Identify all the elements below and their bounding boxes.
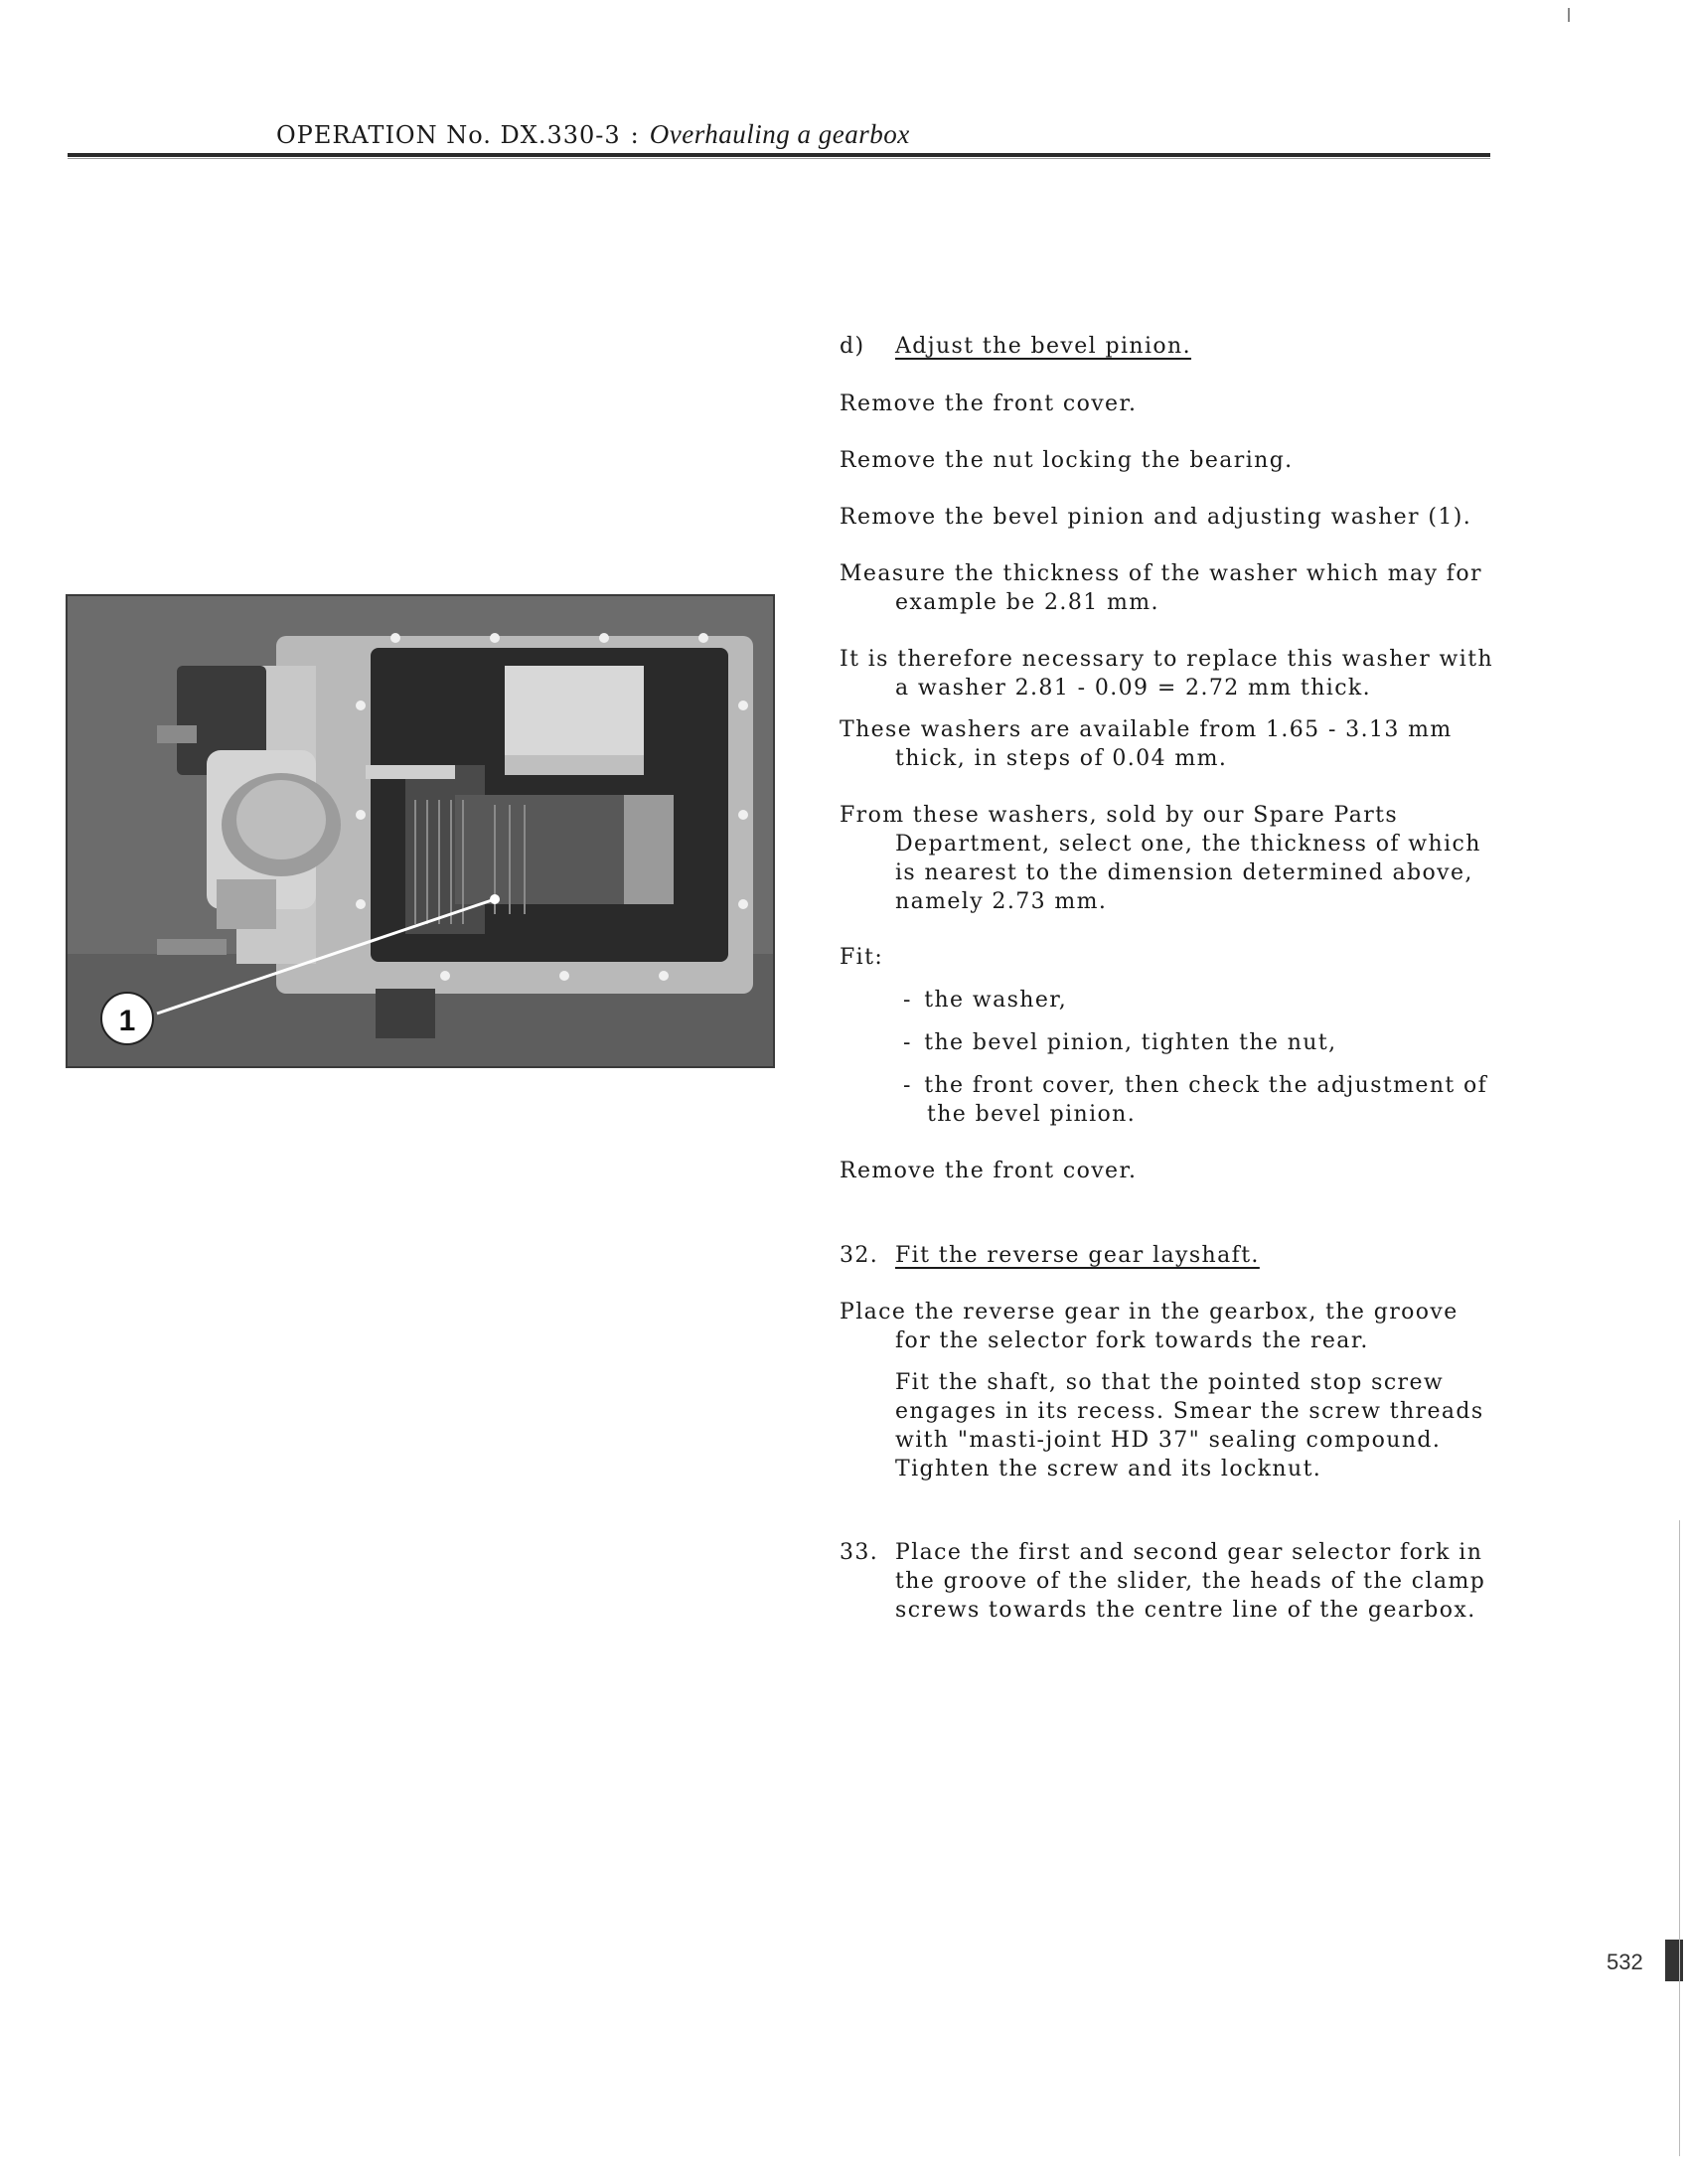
fit-item: - the front cover, then check the adjustment of the bevel pinion.	[903, 1073, 1488, 1127]
step-availability: These washers are available from 1.65 - 3.13 mm thick, in steps of 0.04 mm.	[840, 717, 1453, 771]
gearbox-photo	[66, 594, 775, 1068]
step-remove-cover-final: Remove the front cover.	[840, 1159, 1138, 1183]
header-rule	[68, 153, 1490, 157]
operation-title: Overhauling a gearbox	[649, 119, 910, 149]
step-number: 33.	[840, 1540, 879, 1565]
fit-item: - the bevel pinion, tighten the nut,	[903, 1030, 1337, 1055]
gearbox-illustration	[68, 596, 773, 1066]
page-edge-tab	[1665, 1940, 1683, 1981]
header-separator: :	[630, 121, 640, 149]
header-rule-thin	[68, 158, 1490, 159]
operation-number: OPERATION No. DX.330-3	[276, 121, 621, 149]
fit-item: - the washer,	[903, 988, 1068, 1013]
step-remove-cover: Remove the front cover.	[840, 391, 1138, 416]
section-d-heading	[840, 332, 1495, 361]
page-header	[276, 119, 910, 150]
step-text: Place the first and second gear selector fork in the groove of the slider, the heads of the clamp screws towards the centre line of the gearbox.	[895, 1540, 1486, 1623]
scan-edge-line	[1679, 1520, 1680, 2156]
fit-list	[840, 986, 1495, 1129]
step-32-para2: Fit the shaft, so that the pointed stop screw engages in its recess. Smear the screw threads with "masti-joint HD 37" sealing compound. Tighten the screw and its locknut.	[895, 1370, 1484, 1482]
step-remove-nut: Remove the nut locking the bearing.	[840, 448, 1294, 473]
step-title: Fit the reverse gear layshaft.	[895, 1243, 1260, 1268]
scan-mark	[1568, 8, 1570, 22]
step-32-heading	[840, 1241, 1495, 1270]
fit-label: Fit:	[840, 945, 884, 970]
step-select: From these washers, sold by our Spare Parts Department, select one, the thickness of which is nearest to the dimension determined above, namely 2.73 mm.	[840, 803, 1481, 914]
step-32-para1: Place the reverse gear in the gearbox, the groove for the selector fork towards the rear.	[840, 1300, 1459, 1353]
page-number: 532	[1607, 1950, 1643, 1974]
step-measure: Measure the thickness of the washer which may for example be 2.81 mm.	[840, 561, 1482, 615]
callout-number: 1	[118, 1005, 136, 1037]
step-number: 32.	[840, 1243, 879, 1268]
step-remove-pinion: Remove the bevel pinion and adjusting washer (1).	[840, 505, 1472, 530]
section-label: d)	[840, 334, 865, 359]
step-33	[840, 1538, 1495, 1625]
step-replace: It is therefore necessary to replace this washer with a washer 2.81 - 0.09 = 2.72 mm thick.	[840, 647, 1494, 701]
section-title: Adjust the bevel pinion.	[895, 334, 1192, 359]
